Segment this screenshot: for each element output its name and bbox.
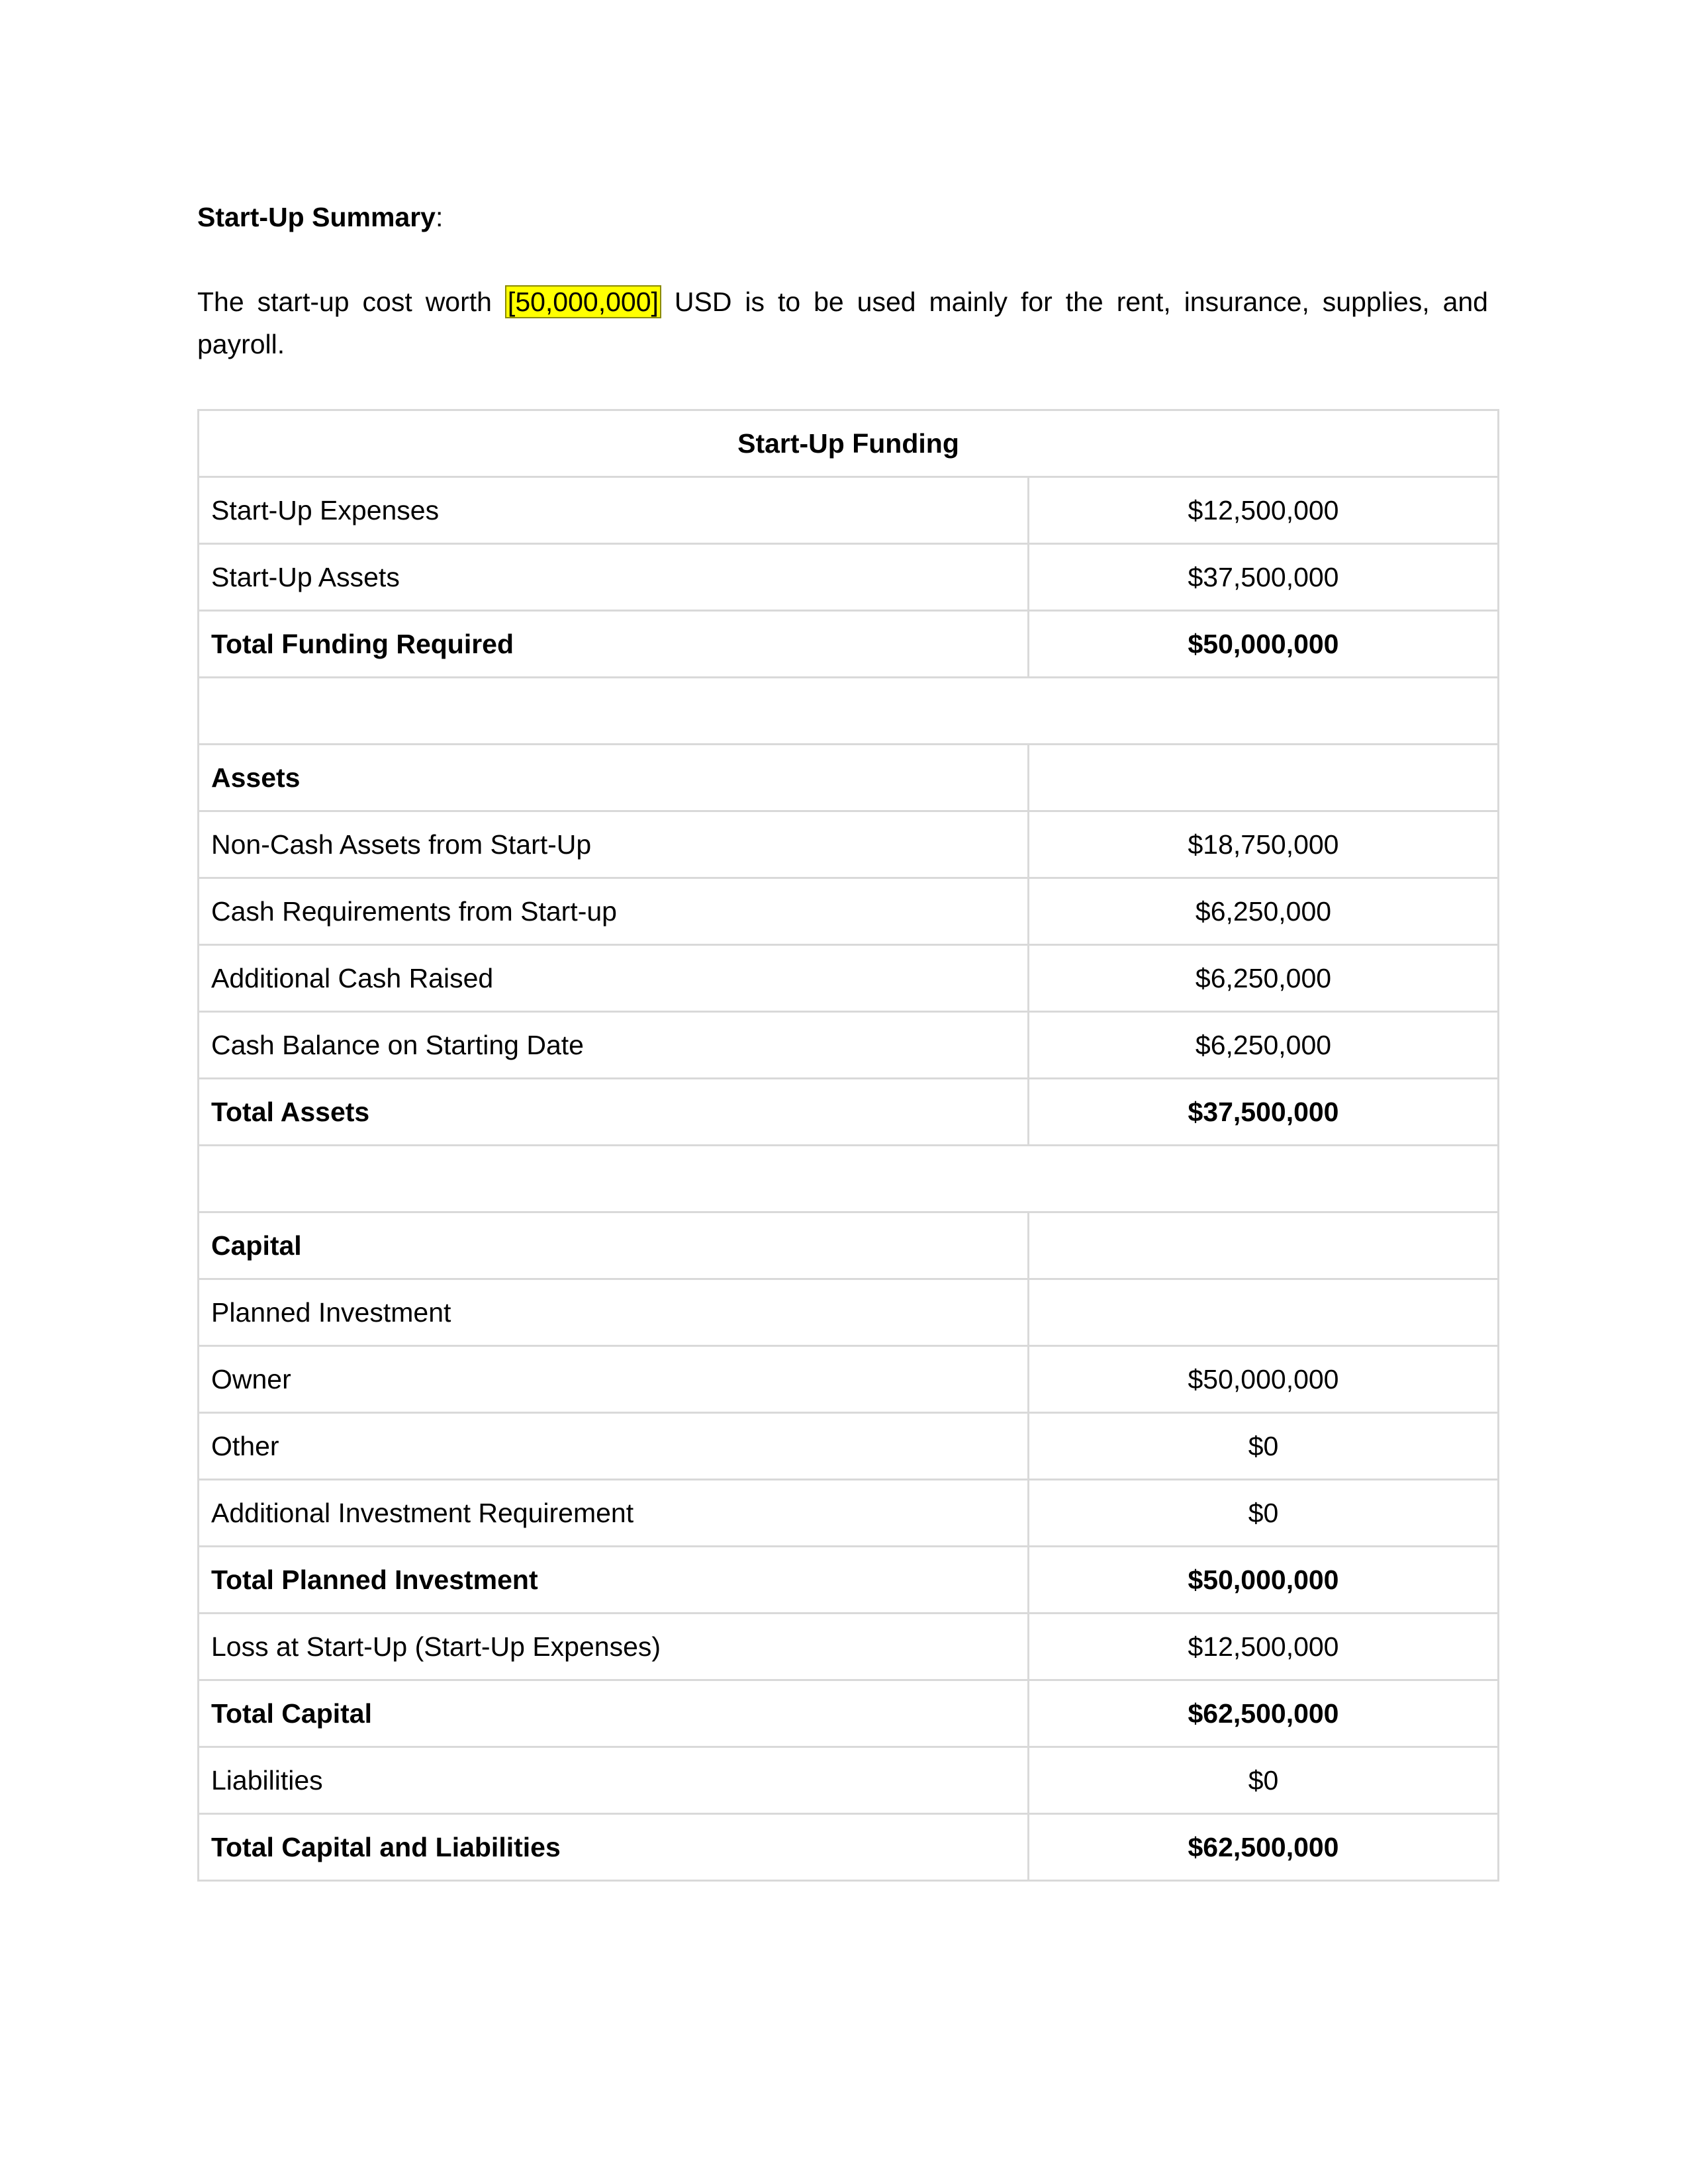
row-value: $37,500,000 bbox=[1029, 1079, 1499, 1146]
table-title-row bbox=[199, 410, 1499, 477]
row-label: Total Capital and Liabilities bbox=[199, 1814, 1029, 1881]
row-label: Cash Requirements from Start-up bbox=[199, 878, 1029, 945]
table-row bbox=[199, 811, 1499, 878]
section-heading bbox=[197, 199, 443, 236]
row-value: $0 bbox=[1029, 1747, 1499, 1814]
table-row-total bbox=[199, 1547, 1499, 1614]
row-value: $62,500,000 bbox=[1029, 1814, 1499, 1881]
row-label: Total Capital bbox=[199, 1680, 1029, 1747]
spacer-row bbox=[199, 1146, 1499, 1212]
row-label: Owner bbox=[199, 1346, 1029, 1413]
row-label: Capital bbox=[199, 1212, 1029, 1279]
row-label: Liabilities bbox=[199, 1747, 1029, 1814]
table-row bbox=[199, 1279, 1499, 1346]
row-label: Other bbox=[199, 1413, 1029, 1480]
row-label: Loss at Start-Up (Start-Up Expenses) bbox=[199, 1614, 1029, 1680]
startup-funding-table bbox=[197, 409, 1499, 1882]
row-label: Total Funding Required bbox=[199, 611, 1029, 678]
row-value: $37,500,000 bbox=[1029, 544, 1499, 611]
row-value: $0 bbox=[1029, 1413, 1499, 1480]
row-label: Additional Investment Requirement bbox=[199, 1480, 1029, 1547]
row-value: $6,250,000 bbox=[1029, 1012, 1499, 1079]
table-row bbox=[199, 477, 1499, 544]
row-label: Planned Investment bbox=[199, 1279, 1029, 1346]
section-row bbox=[199, 745, 1499, 811]
row-value: $62,500,000 bbox=[1029, 1680, 1499, 1747]
intro-paragraph bbox=[197, 281, 1488, 365]
section-row bbox=[199, 1212, 1499, 1279]
table-row bbox=[199, 878, 1499, 945]
row-label: Cash Balance on Starting Date bbox=[199, 1012, 1029, 1079]
spacer-row bbox=[199, 678, 1499, 745]
section-heading-colon: : bbox=[435, 202, 444, 232]
table-title: Start-Up Funding bbox=[199, 410, 1499, 477]
row-value bbox=[1029, 1212, 1499, 1279]
row-value: $50,000,000 bbox=[1029, 611, 1499, 678]
spacer-cell bbox=[199, 678, 1499, 745]
row-value: $6,250,000 bbox=[1029, 878, 1499, 945]
row-value: $50,000,000 bbox=[1029, 1346, 1499, 1413]
table-row bbox=[199, 1012, 1499, 1079]
row-label: Start-Up Expenses bbox=[199, 477, 1029, 544]
table-row-total bbox=[199, 1079, 1499, 1146]
table-row-total bbox=[199, 1680, 1499, 1747]
table-row-total bbox=[199, 1814, 1499, 1881]
row-label: Additional Cash Raised bbox=[199, 945, 1029, 1012]
row-value: $12,500,000 bbox=[1029, 477, 1499, 544]
table-row bbox=[199, 1747, 1499, 1814]
section-heading-text: Start-Up Summary bbox=[197, 202, 436, 232]
table-row bbox=[199, 945, 1499, 1012]
table-row bbox=[199, 1346, 1499, 1413]
table-row-total bbox=[199, 611, 1499, 678]
row-value bbox=[1029, 745, 1499, 811]
table-row bbox=[199, 1413, 1499, 1480]
table-row bbox=[199, 1480, 1499, 1547]
row-value: $0 bbox=[1029, 1480, 1499, 1547]
row-label: Assets bbox=[199, 745, 1029, 811]
table-row bbox=[199, 1614, 1499, 1680]
table-row bbox=[199, 544, 1499, 611]
row-label: Start-Up Assets bbox=[199, 544, 1029, 611]
row-value: $50,000,000 bbox=[1029, 1547, 1499, 1614]
row-value: $12,500,000 bbox=[1029, 1614, 1499, 1680]
row-value: $18,750,000 bbox=[1029, 811, 1499, 878]
row-label: Total Planned Investment bbox=[199, 1547, 1029, 1614]
intro-text-after: USD is to be used mainly for the rent, insurance, supplies, and payroll. bbox=[197, 287, 1488, 359]
spacer-cell bbox=[199, 1146, 1499, 1212]
row-label: Total Assets bbox=[199, 1079, 1029, 1146]
intro-text-before: The start-up cost worth bbox=[197, 287, 505, 317]
highlighted-amount: [50,000,000] bbox=[505, 285, 661, 318]
row-label: Non-Cash Assets from Start-Up bbox=[199, 811, 1029, 878]
row-value bbox=[1029, 1279, 1499, 1346]
row-value: $6,250,000 bbox=[1029, 945, 1499, 1012]
